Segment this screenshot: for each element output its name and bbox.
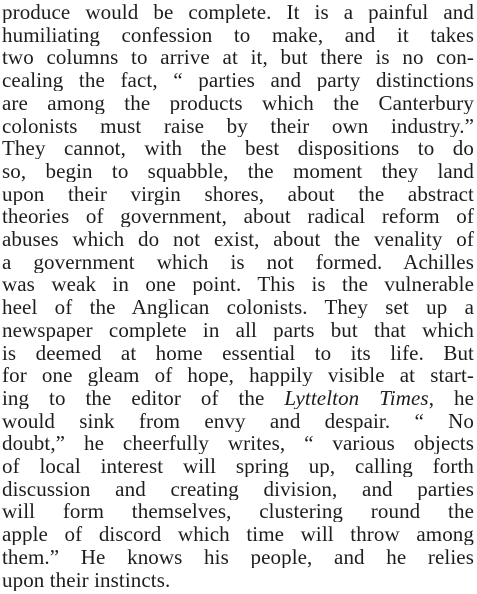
newspaper-text-column bbox=[0, 1, 477, 593]
text-segment: are among the products which the Canterbury bbox=[2, 91, 474, 114]
text-segment: ing to the editor of the bbox=[2, 386, 285, 409]
text-line bbox=[2, 205, 474, 227]
text-line bbox=[2, 569, 474, 591]
text-segment: abuses which do not exist, about the venality of bbox=[2, 228, 474, 250]
text-line bbox=[2, 364, 474, 386]
text-segment: humiliating confession to make, and it takes bbox=[2, 23, 474, 46]
text-segment: produce would be complete. It is a painful and bbox=[2, 1, 474, 23]
text-segment: them.” He knows his people, and he relies bbox=[2, 545, 474, 568]
text-line bbox=[2, 160, 474, 182]
text-line bbox=[2, 432, 474, 454]
text-segment: would sink from envy and despair. “ No bbox=[2, 409, 474, 432]
text-line bbox=[2, 500, 474, 522]
text-segment: was weak in one point. This is the vulnerable bbox=[2, 273, 474, 296]
text-line bbox=[2, 24, 474, 46]
text-line bbox=[2, 387, 474, 409]
text-line bbox=[2, 115, 474, 137]
text-segment: upon their virgin shores, about the abstract bbox=[2, 182, 474, 205]
text-line bbox=[2, 137, 474, 159]
text-segment: apple of discord which time will throw among bbox=[2, 523, 474, 546]
text-line bbox=[2, 478, 474, 500]
text-line bbox=[2, 296, 474, 318]
text-line bbox=[2, 546, 474, 568]
text-segment: a government which is not formed. Achilles bbox=[2, 250, 474, 273]
text-segment: of local interest will spring up, calling forth bbox=[2, 455, 474, 477]
text-line bbox=[2, 410, 474, 432]
text-segment: colonists must raise by their own industry.” bbox=[2, 114, 474, 137]
text-line bbox=[2, 523, 474, 545]
text-segment: discussion and creating division, and parties bbox=[2, 477, 474, 500]
text-line bbox=[2, 69, 474, 91]
text-line bbox=[2, 183, 474, 205]
text-line bbox=[2, 319, 474, 341]
text-segment: for one gleam of hope, happily visible at start- bbox=[2, 364, 474, 387]
text-segment: They cannot, with the best dispositions to do bbox=[2, 137, 474, 160]
text-line bbox=[2, 92, 474, 114]
text-line bbox=[2, 251, 474, 273]
text-segment: is deemed at home essential to its life. But bbox=[2, 341, 474, 364]
text-line bbox=[2, 273, 474, 295]
text-segment: doubt,” he cheerfully writes, “ various objects bbox=[2, 432, 474, 455]
text-segment: theories of government, about radical reform of bbox=[2, 205, 474, 228]
text-segment: cealing the fact, “ parties and party distinctions bbox=[2, 69, 474, 92]
text-segment: newspaper complete in all parts but that which bbox=[2, 318, 474, 341]
text-segment: will form themselves, clustering round the bbox=[2, 500, 474, 523]
text-segment: , he bbox=[428, 386, 474, 409]
text-segment: two columns to arrive at it, but there is no con- bbox=[2, 46, 474, 69]
text-line bbox=[2, 342, 474, 364]
text-segment: so, begin to squabble, the moment they land bbox=[2, 159, 474, 182]
italic-text-segment: Lyttelton Times bbox=[284, 386, 429, 409]
text-line bbox=[2, 455, 474, 477]
text-segment: upon their instincts. bbox=[2, 568, 171, 591]
text-line bbox=[2, 1, 474, 23]
text-line bbox=[2, 46, 474, 68]
text-segment: heel of the Anglican colonists. They set up a bbox=[2, 296, 474, 319]
text-line bbox=[2, 228, 474, 250]
